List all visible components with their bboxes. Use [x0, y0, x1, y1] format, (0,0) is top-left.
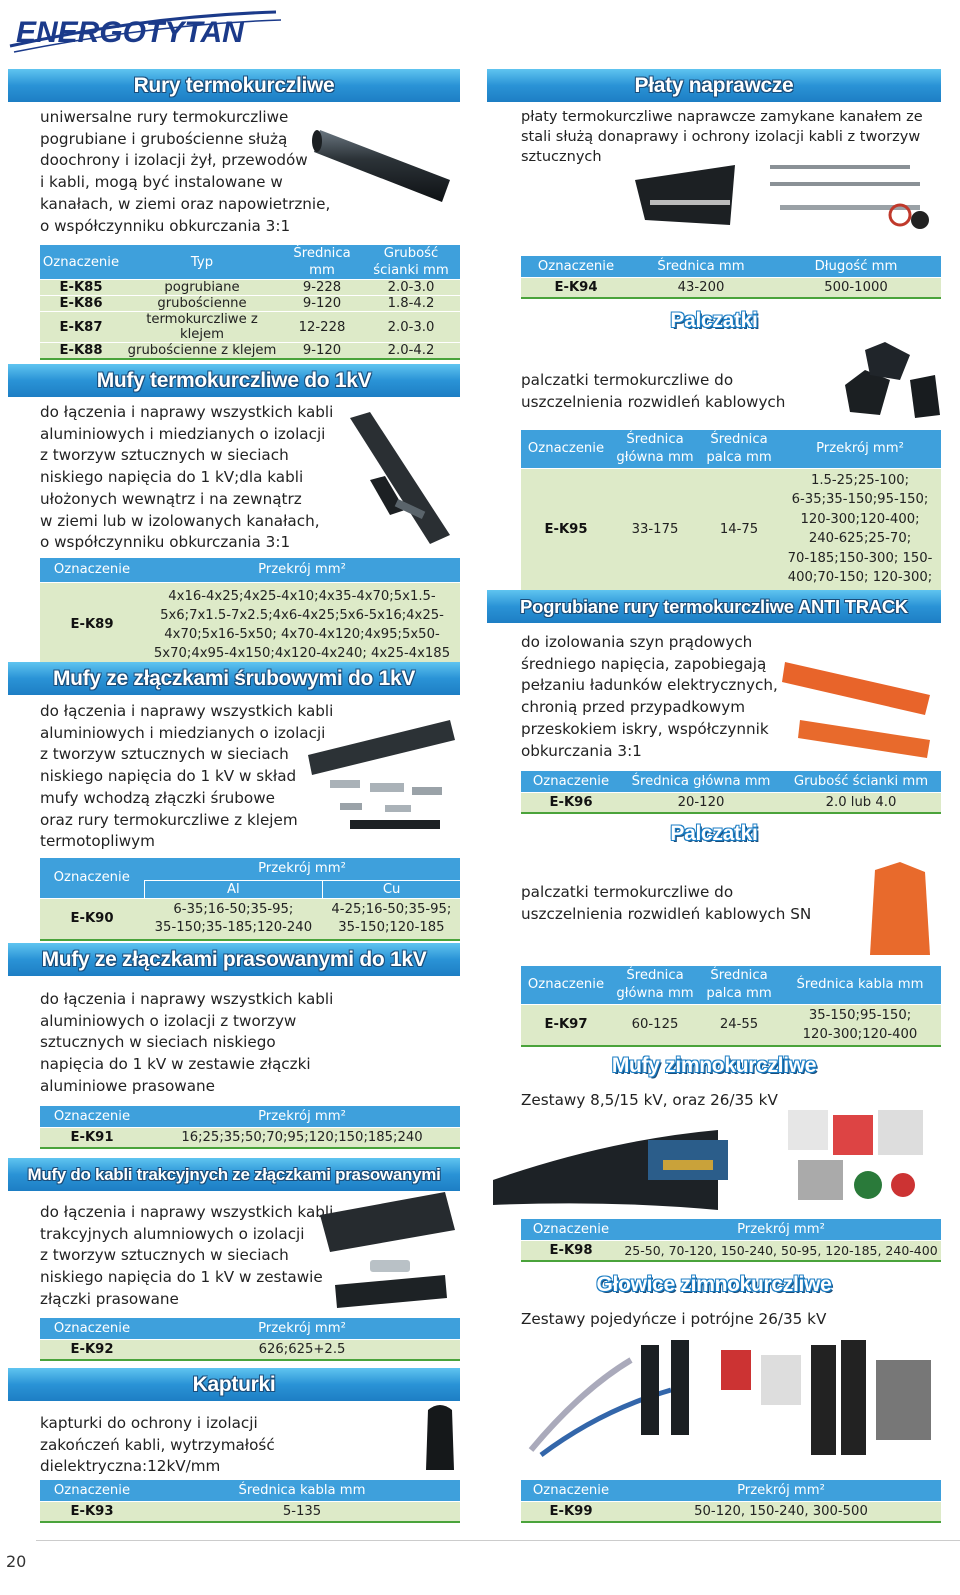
section-desc: palczatki termokurczliwe do uszczelnienia rozwidleń kablowych SN: [521, 883, 812, 923]
section-title: Mufy zimnokurczliwe: [611, 1054, 817, 1077]
table-ek98: Oznaczenie Przekrój mm² E-K98 25-50, 70-120, 150-240, 50-95, 120-185, 240-400: [521, 1219, 941, 1262]
table-ek91: Oznaczenie Przekrój mm² E-K91 16;25;35;50;70;95;120;150;185;240: [40, 1106, 460, 1149]
section-palczatki-sn: [487, 817, 941, 850]
section-desc: do łączenia i naprawy wszystkich kabli aluminiowych i miedzianych o izolacji z tworzyw sztucznych w sieciach niskiego napięcia do 1 kV w skład mufy wchodzą złączki śrubowe oraz rury termokurczliwe z klejem termotopliwym: [40, 702, 334, 851]
table-ek89: Oznaczenie Przekrój mm² E-K89 4x16-4x25;4x25-4x10;4x35-4x70;5x1.5- 5x6;7x1.5-7x2.5;4x6-4x25;5x6-5x16;4x25- 4x70;5x16-5x50; 4x70-4x120;4x95;5x50- 5x70;4x95-4x150;4x120-4x240; 4x25-4x185: [40, 558, 460, 669]
section-mufy-prasowane: [8, 943, 460, 976]
footer-rule: [36, 1540, 960, 1541]
brand-name: ENERGOTYTAN: [16, 16, 244, 49]
section-title: Palczatki: [670, 822, 758, 845]
table-ek94: Oznaczenie Średnica mm Długość mm E-K94 43-200 500-1000: [521, 256, 941, 299]
breakout-image: [835, 340, 945, 425]
section-title: Rury termokurczliwe: [8, 69, 460, 102]
section-title: Głowice zimnokurczliwe: [596, 1273, 832, 1296]
section-palczatki: [487, 304, 941, 337]
sn-breakout-image: [855, 860, 940, 960]
section-desc: kapturki do ochrony i izolacji zakończeń kabli, wytrzymałość dielektryczna:12kV/mm: [40, 1414, 275, 1476]
section-anti-track: [487, 590, 941, 623]
section-title: Pogrubiane rury termokurczliwe ANTI TRACK: [487, 590, 941, 623]
section-title: Kapturki: [8, 1368, 460, 1401]
section-kapturki: [8, 1368, 460, 1401]
section-title: Mufy ze złączkami śrubowymi do 1kV: [8, 662, 460, 695]
section-title: Mufy termokurczliwe do 1kV: [8, 364, 460, 397]
table-ek93: Oznaczenie Średnica kabla mm E-K93 5-135: [40, 1480, 460, 1523]
section-desc: do łączenia i naprawy wszystkich kabli trakcyjnych alumniowych o izolacji z tworzyw sztucznych w sieciach niskiego napięcia do 1 kV w zestawie złączki prasowane: [40, 1203, 334, 1308]
section-title: Palczatki: [670, 309, 758, 332]
section-desc: palczatki termokurczliwe do uszczelnienia rozwidleń kablowych: [521, 371, 786, 411]
page-number: 20: [6, 1552, 27, 1571]
section-title: Mufy do kabli trakcyjnych ze złączkami prasowanymi: [8, 1158, 460, 1191]
table-ek99: Oznaczenie Przekrój mm² E-K99 50-120, 150-240, 300-500: [521, 1480, 941, 1523]
section-mufy-srubowe: [8, 662, 460, 695]
section-desc: płaty termokurczliwe naprawcze zamykane kanałem ze stali służą donaprawy i ochrony izolacji kabli z tworzyw sztucznych: [521, 109, 923, 165]
section-mufy-trakcyjne: [8, 1158, 460, 1191]
tube-image: [310, 110, 460, 210]
joint-image: [335, 410, 460, 550]
section-desc: Zestawy 8,5/15 kV, oraz 26/35 kV: [521, 1091, 778, 1109]
traction-joint-image: [315, 1190, 460, 1310]
section-rury: [8, 69, 460, 102]
section-title: Płaty naprawcze: [487, 69, 941, 102]
table-ek92: Oznaczenie Przekrój mm² E-K92 626;625+2.5: [40, 1318, 460, 1361]
brand-logo: [6, 6, 286, 56]
section-mufy-1kv: [8, 364, 460, 397]
section-desc: do łączenia i naprawy wszystkich kabli aluminiowych i miedzianych o izolacji z tworzyw sztucznych w sieciach niskiego napięcia do 1 kV;dla kabli ułożonych wewnątrz i na zewnątrz w ziemi lub w izolowanych kanałach, o współczynniku obkurczania 3:1: [40, 403, 334, 552]
section-desc: do izolowania szyn prądowych średniego napięcia, zapobiegają pełzaniu ładunków elektrycznych, chronią przed przypadkowym przeskokiem iskry, współczynnik obkurczania 3:1: [521, 633, 778, 760]
repair-sleeve-image: [630, 160, 940, 240]
section-glowice: [487, 1268, 941, 1301]
table-ek97: Oznaczenie Średnica główna mm Średnica palca mm Średnica kabla mm E-K97 60-125 24-55 35-150;95-150; 120-300;120-400: [521, 966, 941, 1047]
section-desc: do łączenia i naprawy wszystkich kabli aluminiowych o izolacji z tworzyw sztucznych w sieciach niskiego napięcia do 1 kV w zestawie złączki aluminiowe prasowane: [40, 990, 334, 1095]
cold-shrink-joint-image: [488, 1100, 940, 1215]
anti-track-tube-image: [780, 650, 940, 760]
section-mufy-zimnokurczliwe: [487, 1049, 941, 1082]
section-title: Mufy ze złączkami prasowanymi do 1kV: [8, 943, 460, 976]
section-platy: [487, 69, 941, 102]
section-desc: uniwersalne rury termokurczliwe pogrubiane i grubościenne służą doochrony i izolacji żył, przewodów i kabli, mogą być instalowane w kanałach, w ziemi oraz napowietrznie, o współczynniku obkurczania 3:1: [40, 108, 331, 235]
bolt-connector-image: [300, 705, 460, 835]
cold-shrink-termination-image: [521, 1330, 941, 1470]
table-ek95: Oznaczenie Średnica główna mm Średnica palca mm Przekrój mm² E-K95 33-175 14-75 1.5-25;25-100; 6-35;35-150;95-150; 120-300;120-400; 240-625;25-70; 70-185;150-300; 150- 400;70-150; 120-300;: [521, 430, 941, 592]
cap-image: [420, 1400, 460, 1475]
section-desc: Zestawy pojedyńcze i potrójne 26/35 kV: [521, 1310, 827, 1328]
table-ek96: Oznaczenie Średnica główna mm Grubość ścianki mm E-K96 20-120 2.0 lub 4.0: [521, 771, 941, 814]
table-ek90: Oznaczenie Przekrój mm² Al Cu E-K90 6-35;16-50;35-95; 35-150;35-185;120-240 4-25;16-50;35-95; 35-150;120-185: [40, 858, 460, 941]
table-rury: Oznaczenie Typ Średnica mm Grubość ścianki mm E-K85 pogrubiane 9-228 2.0-3.0 E-K86 grubościenne 9-120 1.8-4.2 E-K87 termokurczliwe z klejem 12-228 2.0-3.0 E-K88 grubościenne z klejem 9-120 2.0-4.2: [40, 245, 460, 360]
